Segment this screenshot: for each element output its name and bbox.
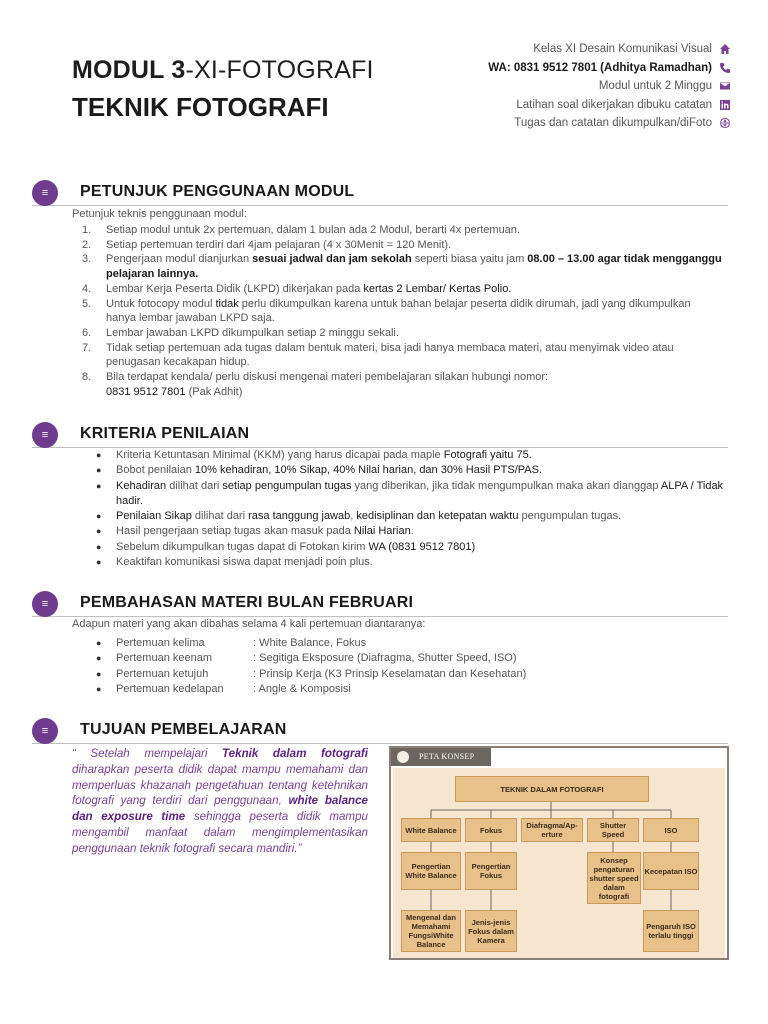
section-kriteria-header — [32, 422, 728, 448]
pembahasan-list — [96, 636, 556, 697]
concept-iso-effect: Pengaruh ISO terlalu tinggi — [643, 910, 699, 952]
petunjuk-lead: Petunjuk teknis penggunaan modul: — [72, 208, 247, 220]
module-subtitle: TEKNIK FOTOGRAFI — [72, 92, 329, 122]
learning-goal-quote: “ Setelah mempelajari Teknik dalam fotografi diharapkan peserta didik dapat mampu memahami dan memperluas khazanah pengetahuan tentang ketehnikan fotografi yang terdiri dari penggunaan, white balance dan exposure time sehingga peserta didik mampu mengambil manfaat dalam mengimplementasikan penggunaan teknik fotografi secara mandiri.” — [72, 747, 368, 855]
concept-fokus: Fokus — [465, 818, 517, 842]
concept-iso: ISO — [643, 818, 699, 842]
menu-icon: ≡ — [32, 422, 58, 448]
list-item: ● Hasil pengerjaan setiap tugas akan masuk pada Nilai Harian. — [96, 525, 414, 538]
contact-submission-text: Tugas dan catatan dikumpulkan/diFoto — [514, 117, 712, 130]
list-item: 3. Pengerjaan modul dianjurkan sesuai jadwal dan jam sekolah seperti biasa yaitu jam 08.00 – 13.00 agar tidak mengganggu pelajaran lainnya. — [82, 253, 722, 281]
menu-icon: ≡ — [32, 591, 58, 617]
globe-icon — [718, 116, 732, 130]
concept-aperture: Diafragma/Ap-erture — [521, 818, 583, 842]
list-item: 1. Setiap modul untuk 2x pertemuan, dalam 1 bulan ada 2 Modul, berarti 4x pertemuan. — [82, 224, 520, 236]
concept-wb-function: Mengenal dan Memahami FungsiWhite Balance — [401, 910, 461, 952]
menu-icon: ≡ — [32, 718, 58, 744]
contact-exercise-text: Latihan soal dikerjakan dibuku catatan — [516, 98, 712, 111]
contact-phone — [412, 59, 732, 78]
list-item: ● Bobot penilaian 10% kehadiran, 10% Sikap, 40% Nilai harian, dan 30% Hasil PTS/PAS. — [96, 464, 543, 477]
contact-block — [412, 40, 732, 133]
pembahasan-lead: Adapun materi yang akan dibahas selama 4 kali pertemuan diantaranya: — [72, 618, 426, 630]
contact-phone-text: WA: 0831 9512 7801 (Adhitya Ramadhan) — [488, 61, 712, 74]
list-item: ● Penilaian Sikap dilihat dari rasa tanggung jawab, kedisiplinan dan ketepatan waktu pengumpulan tugas. — [96, 510, 622, 523]
list-item: ● Pertemuan kedelapan : Angle & Komposisi — [96, 682, 351, 695]
contact-class — [412, 40, 732, 59]
list-item: 4. Lembar Kerja Peserta Didik (LKPD) dikerjakan pada kertas 2 Lembar/ Kertas Polio. — [82, 282, 512, 295]
list-item: ● Pertemuan ketujuh : Prinsip Kerja (K3 Prinsip Keselamatan dan Kesehatan) — [96, 667, 527, 680]
mail-icon — [718, 79, 732, 93]
section-petunjuk-title: PETUNJUK PENGGUNAAN MODUL — [80, 183, 355, 200]
list-item: 8. Bila terdapat kendala/ perlu diskusi mengenai materi pembelajaran silakan hubungi nomor: 0831 9512 7801 (Pak Adhit) — [82, 371, 549, 398]
section-kriteria-title: KRITERIA PENILAIAN — [80, 425, 250, 442]
list-item: ● Sebelum dikumpulkan tugas dapat di Fotokan kirim WA (0831 9512 7801) — [96, 540, 476, 553]
concept-map-header: PETA KONSEP — [391, 748, 491, 766]
list-item: ● Pertemuan keenam : Segitiga Eksposure (Diafragma, Shutter Speed, ISO) — [96, 652, 517, 665]
concept-icon — [397, 751, 409, 763]
contact-exercise — [412, 96, 732, 115]
linkedin-icon — [718, 98, 732, 112]
section-pembahasan-header — [32, 591, 728, 617]
section-tujuan-title: TUJUAN PEMBELAJARAN — [80, 721, 287, 738]
concept-shutter-definition: Konsep pengaturan shutter speed dalam fotografi — [587, 852, 641, 904]
module-title — [72, 56, 374, 85]
contact-submission — [412, 114, 732, 133]
concept-shutter-speed: Shutter Speed — [587, 818, 639, 842]
contact-class-text: Kelas XI Desain Komunikasi Visual — [533, 43, 712, 56]
list-item: ● Kehadiran dilihat dari setiap pengumpulan tugas yang diberikan, jika tidak mengumpulkan maka akan dianggap ALPA / Tidak hadir. — [96, 479, 724, 507]
list-item: ● Keaktifan komunikasi siswa dapat menjadi poin plus. — [96, 556, 373, 569]
list-item: 2. Setiap pertemuan terdiri dari 4jam pelajaran (4 x 30Menit = 120 Menit). — [82, 238, 452, 251]
phone-icon — [718, 61, 732, 75]
list-item: 7. Tidak setiap pertemuan ada tugas dalam bentuk materi, bisa jadi hanya membaca materi, atau menyimak video atau penugasan kecakapan hidup. — [82, 341, 674, 369]
section-pembahasan-title: PEMBAHASAN MATERI BULAN FEBRUARI — [80, 594, 414, 611]
concept-root: TEKNIK DALAM FOTOGRAFI — [455, 776, 649, 802]
module-class: -XI-FOTOGRAFI — [185, 56, 374, 84]
list-item: 5. Untuk fotocopy modul tidak perlu dikumpulkan karena untuk bahan belajar peserta didik dirumah, jadi yang dikumpulkan hanya lembar jawaban LKPD saja. — [82, 297, 691, 325]
home-icon — [718, 42, 732, 56]
concept-iso-speed: Kecepatan ISO — [643, 852, 699, 890]
list-item: 6. Lembar jawaban LKPD dikumpulkan setiap 2 minggu sekali. — [82, 326, 399, 339]
kriteria-list — [96, 448, 726, 570]
concept-map-body — [393, 768, 725, 958]
module-number: MODUL 3 — [72, 56, 186, 84]
concept-white-balance: White Balance — [401, 818, 461, 842]
petunjuk-list — [82, 223, 722, 399]
section-petunjuk-header — [32, 180, 728, 206]
section-tujuan-header — [32, 718, 728, 744]
contact-duration-text: Modul untuk 2 Minggu — [598, 80, 712, 93]
concept-wb-definition: Pengertian White Balance — [401, 852, 461, 890]
menu-icon: ≡ — [32, 180, 58, 206]
concept-fokus-definition: Pengertian Fokus — [465, 852, 517, 890]
list-item: ● Pertemuan kelima : White Balance, Fokus — [96, 637, 367, 649]
contact-duration — [412, 77, 732, 96]
concept-map — [389, 746, 729, 960]
concept-fokus-types: Jenis-jenis Fokus dalam Kamera — [465, 910, 517, 952]
list-item: ● Kriteria Ketuntasan Minimal (KKM) yang harus dicapai pada maple Fotografi yaitu 75. — [96, 449, 532, 461]
